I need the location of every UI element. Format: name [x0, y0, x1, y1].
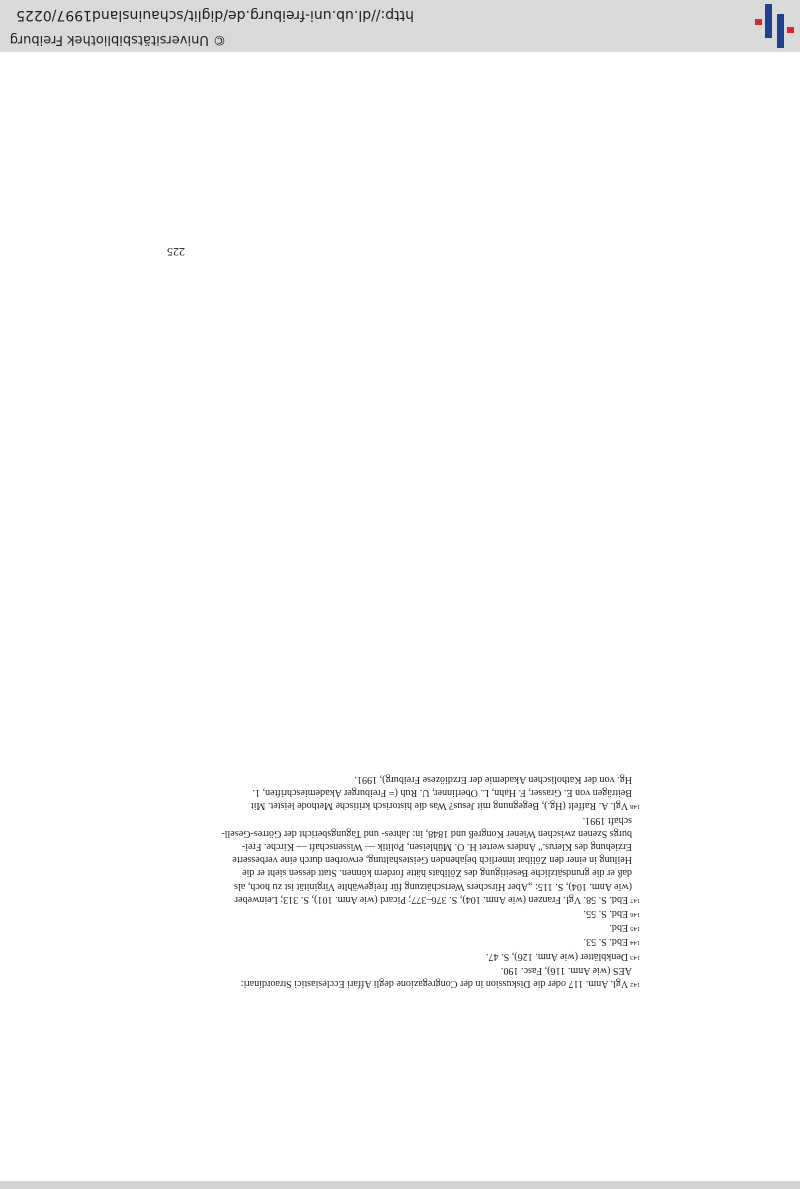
footnote-144: [160, 935, 640, 949]
footnote-text: Erziehung des Klerus.“ Anders wertet H. O. Mühleisen, Politik — Wissenschaft — Kirche. Frei-: [241, 840, 632, 852]
footnote-number: 145: [630, 925, 640, 933]
footnotes-block: [160, 773, 640, 991]
logo-bar-right: [765, 4, 772, 38]
footnote-number: 144: [630, 939, 640, 947]
footnote-text: (wie Anm. 104), S. 115: „Aber Hirschers Wertschätzung für freigewählte Virginität ist zu hoch, als: [234, 880, 632, 892]
footnote-text: Ebd. S. 58. Vgl. Franzen (wie Anm. 104), S. 376–377; Picard (wie Anm. 101), S. 313; Leinweber: [234, 893, 629, 905]
footnote-text: daß er die grundsätzliche Beseitigung des Zölibats hätte fordern können. Statt dessen sieht er die: [242, 867, 632, 879]
footnote-text: Vgl. A. Raffelt (Hg.), Begegnung mit Jesus? Was die historisch kritische Methode leistet. Mit: [250, 800, 629, 812]
logo-dash-left: [787, 27, 794, 33]
footnote-text: schaft 1991.: [582, 814, 632, 826]
footnote-text: Ebd. S. 53.: [583, 936, 629, 948]
footnote-text: Denkblätter (wie Anm. 126), S. 47.: [485, 950, 629, 962]
footnote-143: [160, 949, 640, 963]
logo-dash-right: [755, 19, 762, 25]
footnote-142: [160, 964, 640, 991]
footnote-text: burgs Szenen zwischen Wiener Kongreß und 1848, in: Jahres- und Tagungsbericht der Görres-Gesell-: [221, 827, 632, 839]
library-footer-banner: [0, 0, 800, 52]
footnote-number: 142: [630, 981, 640, 988]
footnote-text: Beiträgen von E. Grasser, F. Hahn, L. Oberlinner, U. Ruh (= Freiburger Akademieschriften, 1.: [252, 787, 632, 799]
footnote-text: Heilung in einer den Zölibat innerlich bejahenden Geisteshaltung, erworben durch eine verbesserte: [232, 854, 632, 866]
footnote-146: [160, 907, 640, 921]
footnote-number: 143: [630, 953, 640, 961]
page-number: 225: [167, 245, 185, 259]
institution-credit: © Universitätsbibliothek Freiburg: [9, 32, 226, 47]
footnote-text: Hg. von der Katholischen Akademie der Erzdiözese Freiburg), 1991.: [354, 773, 632, 785]
bottom-strip: [0, 1181, 800, 1189]
footnote-text: AES (wie Anm. 116), Fasc. 190.: [500, 964, 632, 976]
ub-freiburg-logo-icon: [754, 4, 794, 48]
footnote-145: [160, 921, 640, 935]
footnote-number: 148: [630, 803, 640, 811]
document-url-link[interactable]: http://dl.ub.uni-freiburg.de/diglit/schauinsland1997/0225: [16, 7, 414, 23]
logo-bar-left: [777, 14, 784, 48]
footnote-text: Ebd. S. 55.: [583, 907, 629, 919]
footnote-number: 147: [630, 896, 640, 904]
footnote-text: Vgl. Anm. 117 oder die Diskussion in der Congregazione degli Affari Ecclesiastici Straordinari:: [240, 978, 629, 989]
footnote-text: Ebd.: [609, 922, 629, 934]
footnote-148: [160, 773, 640, 814]
footnote-number: 146: [630, 910, 640, 918]
footnote-147: [160, 813, 640, 906]
